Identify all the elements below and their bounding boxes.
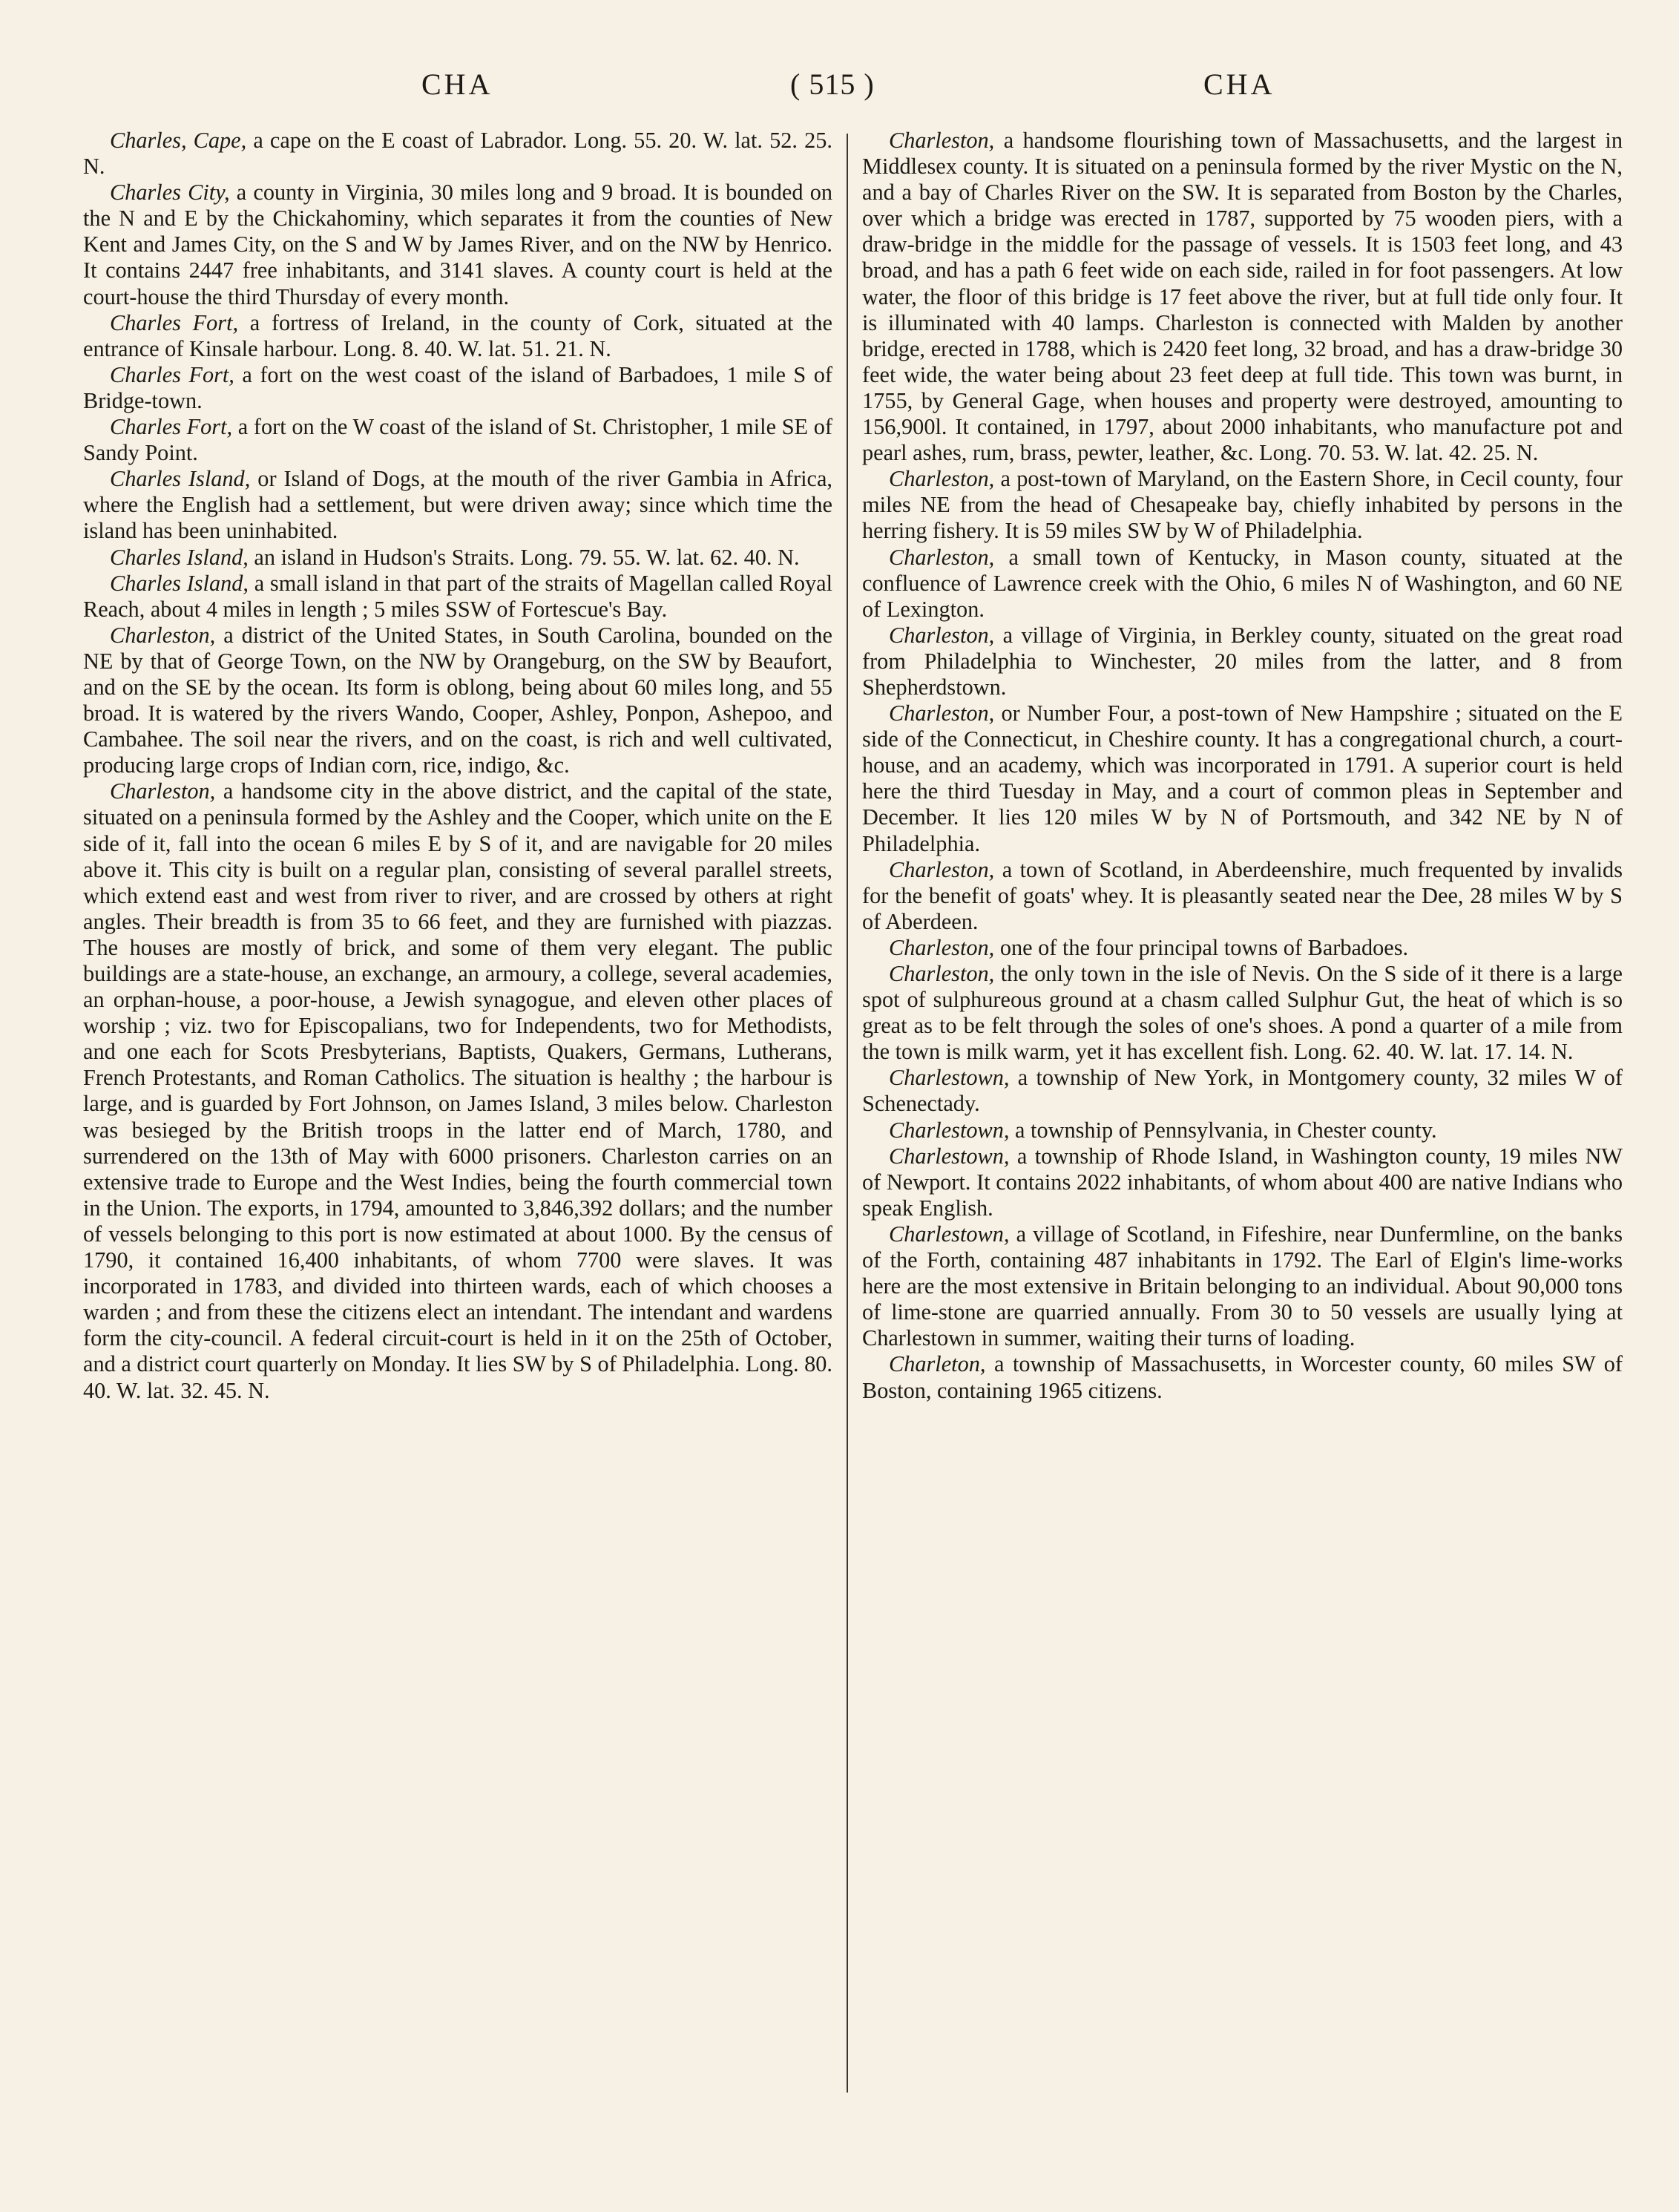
entry-headword: Charlestown,: [889, 1221, 1010, 1247]
page-header: [0, 67, 1679, 111]
entry-text: a township of Rhode Island, in Washington county, 19 miles NW of Newport. It contains 2022 inhabitants, of whom about 400 are native Indians who speak English.: [862, 1143, 1623, 1221]
entry-text: a fort on the west coast of the island of Barbadoes, 1 mile S of Bridge-town.: [83, 361, 832, 413]
page-number: ( 515 ): [790, 68, 875, 101]
entry-headword: Charleston,: [889, 544, 995, 570]
entry-text: a handsome city in the above district, and the capital of the state, situated on a peninsula formed by the Ashley and the Cooper, which unite on the E side of it, fall into the ocean 6 miles E by S of it, and are navigable for 20 miles above it. This city is built on a regular plan, consisting of several parallel streets, which extend east and west from river to river, and are crossed by others at right angles. Their breadth is from 35 to 66 feet, and they are furnished with piazzas. The houses are mostly of brick, and some of them very elegant. The public buildings are a state-house, an exchange, an armoury, a college, several academies, an orphan-house, a poor-house, a Jewish synagogue, and eleven other places of worship ; viz. two for Episcopalians, two for Independents, two for Methodists, and one each for Scots Presbyterians, Baptists, Quakers, Germans, Lutherans, French Protestants, and Roman Catholics. The situation is healthy ; the harbour is large, and is guarded by Fort Johnson, on James Island, 3 miles below. Charleston was besieged by the British troops in the latter end of March, 1780, and surrendered on the 13th of May with 6000 prisoners. Charleston carries on an extensive trade to Europe and the West Indies, being the fourth commercial town in the Union. The exports, in 1794, amounted to 3,846,392 dollars; and the number of vessels belonging to this port is now estimated at about 1000. By the census of 1790, it contained 16,400 inhabitants, of whom 7700 were slaves. It was incorporated in 1783, and divided into thirteen wards, each of which chooses a warden ; and from these the citizens elect an intendant. The intendant and wardens form the city-council. A federal circuit-court is held in it on the 25th of October, and a district court quarterly on Monday. It lies SW by S of Philadelphia. Long. 80. 40. W. lat. 32. 45. N.: [83, 778, 832, 1403]
entry-text: a post-town of Maryland, on the Eastern Shore, in Cecil county, four miles NE from the head of Chesapeake bay, chiefly inhabited by persons in the herring fishery. It is 59 miles SW by W of Philadelphia.: [862, 466, 1623, 544]
gazetteer-entry: [862, 545, 1623, 623]
entry-headword: Charles Island,: [110, 466, 251, 492]
entry-headword: Charleston,: [889, 856, 995, 882]
gazetteer-entry: [83, 362, 832, 414]
entry-headword: Charles City,: [110, 180, 230, 206]
entry-text: or Island of Dogs, at the mouth of the river Gambia in Africa, where the English had a settlement, but were driven away; since which time the island has been uninhabited.: [83, 466, 832, 544]
gazetteer-entry: [862, 128, 1623, 466]
running-head-right: CHA: [1203, 68, 1275, 101]
entry-headword: Charles Island,: [110, 570, 249, 596]
entry-headword: Charlestown,: [889, 1117, 1010, 1143]
entry-text: one of the four principal towns of Barbadoes.: [994, 934, 1409, 960]
entry-text: a fortress of Ireland, in the county of Cork, situated at the entrance of Kinsale harbour. Long. 8. 40. W. lat. 51. 21. N.: [83, 309, 832, 361]
entry-text: a town of Scotland, in Aberdeenshire, much frequented by invalids for the benefit of goats' whey. It is pleasantly seated near the Dee, 28 miles W by S of Aberdeen.: [862, 856, 1623, 934]
gazetteer-entry: [83, 545, 832, 571]
gazetteer-entry: [862, 700, 1623, 857]
entry-text: the only town in the isle of Nevis. On the S side of it there is a large spot of sulphureous ground at a chasm called Sulphur Gut, the heat of which is so great as to be felt through the soles of one's shoes. A pond a quarter of a mile from the town is milk warm, yet it has excellent fish. Long. 62. 40. W. lat. 17. 14. N.: [862, 961, 1623, 1065]
entry-headword: Charles Fort,: [110, 414, 233, 440]
entry-headword: Charlestown,: [889, 1065, 1010, 1091]
gazetteer-entry: [862, 935, 1623, 961]
entry-text: a county in Virginia, 30 miles long and 9 broad. It is bounded on the N and E by the Chickahominy, which separates it from the counties of New Kent and James City, on the S and W by James River, and on the NW by Henrico. It contains 2447 free inhabitants, and 3141 slaves. A county court is held at the court-house the third Thursday of every month.: [83, 180, 832, 309]
gazetteer-entry: [862, 1221, 1623, 1351]
entry-text: a small town of Kentucky, in Mason county, situated at the confluence of Lawrence creek with the Ohio, 6 miles N of Washington, and 60 NE of Lexington.: [862, 544, 1623, 622]
entry-text: a small island in that part of the straits of Magellan called Royal Reach, about 4 miles in length ; 5 miles SSW of Fortescue's Bay.: [83, 570, 832, 622]
gazetteer-entry: [83, 571, 832, 623]
entry-headword: Charleton,: [889, 1351, 986, 1377]
entry-text: a township of Pennsylvania, in Chester county.: [1009, 1117, 1437, 1143]
gazetteer-entry: [83, 466, 832, 544]
entry-text: an island in Hudson's Straits. Long. 79. 55. W. lat. 62. 40. N.: [248, 544, 800, 570]
entry-text: a village of Scotland, in Fifeshire, near Dunfermline, on the banks of the Forth, containing 487 inhabitants in 1792. The Earl of Elgin's lime-works here are the most extensive in Britain belonging to an individual. About 90,000 tons of lime-stone are quarried annually. From 30 to 50 vessels are usually lying at Charlestown in summer, waiting their turns of loading.: [862, 1221, 1623, 1351]
gazetteer-entry: [83, 623, 832, 779]
running-head-left: CHA: [421, 68, 493, 101]
gazetteer-entry: [862, 1351, 1623, 1403]
entry-text: a handsome flourishing town of Massachusetts, and the largest in Middlesex county. It is situated on a peninsula formed by the river Mystic on the N, and a bay of Charles River on the SW. It is separated from Boston by the Charles, over which a bridge was erected in 1787, supported by 75 wooden piers, with a draw-bridge in the middle for the passage of vessels. It is 1503 feet long, and 43 broad, and has a path 6 feet wide on each side, railed in for foot passengers. At low water, the floor of this bridge is 17 feet above the river, but at full tide only four. It is illuminated with 40 lamps. Charleston is connected with Malden by another bridge, erected in 1788, which is 2420 feet long, 32 broad, and has a draw-bridge 30 feet wide, the water being about 23 feet deep at full tide. This town was burnt, in 1755, by General Gage, when houses and property were destroyed, amounting to 156,900l. It contained, in 1797, about 2000 inhabitants, who manufacture pot and pearl ashes, rum, brass, pewter, leather, &c. Long. 70. 53. W. lat. 42. 25. N.: [862, 128, 1623, 466]
entry-text: a cape on the E coast of Labrador. Long. 55. 20. W. lat. 52. 25. N.: [83, 128, 832, 180]
gazetteer-entry: [862, 466, 1623, 544]
entry-headword: Charleston,: [889, 934, 995, 960]
entry-headword: Charlestown,: [889, 1143, 1010, 1169]
gazetteer-entry: [83, 128, 832, 180]
entry-text: a township of New York, in Montgomery county, 32 miles W of Schenectady.: [862, 1065, 1623, 1117]
entry-headword: Charleston,: [110, 778, 216, 804]
entry-text: a district of the United States, in South Carolina, bounded on the NE by that of George Town, on the NW by Orangeburg, on the SW by Beaufort, and on the SE by the ocean. Its form is oblong, being about 60 miles long, and 55 broad. It is watered by the rivers Wando, Cooper, Ashley, Ponpon, Ashepoo, and Cambahee. The soil near the rivers, and on the coast, is rich and well cultivated, producing large crops of Indian corn, rice, indigo, &c.: [83, 622, 832, 778]
entry-text: a fort on the W coast of the island of St. Christopher, 1 mile SE of Sandy Point.: [83, 414, 832, 466]
gazetteer-entry: [862, 1118, 1623, 1143]
entry-headword: Charles, Cape,: [110, 128, 247, 153]
entry-headword: Charles Island,: [110, 544, 249, 570]
entry-headword: Charles Fort,: [110, 361, 234, 387]
gazetteer-entry: [862, 623, 1623, 700]
left-column: [83, 128, 832, 1404]
gazetteer-entry: [83, 414, 832, 466]
entry-headword: Charles Fort,: [110, 309, 239, 335]
entry-headword: Charleston,: [889, 961, 995, 986]
gazetteer-entry: [83, 778, 832, 1403]
gazetteer-entry: [862, 1065, 1623, 1117]
column-divider: [847, 134, 848, 2093]
entry-headword: Charleston,: [889, 622, 995, 648]
gazetteer-entry: [83, 180, 832, 309]
entry-text: a township of Massachusetts, in Worcester county, 60 miles SW of Boston, containing 1965 citizens.: [862, 1351, 1623, 1403]
entry-headword: Charleston,: [110, 622, 216, 648]
entry-headword: Charleston,: [889, 466, 995, 492]
entry-headword: Charleston,: [889, 128, 995, 153]
entry-text: or Number Four, a post-town of New Hampshire ; situated on the E side of the Connecticut, in Cheshire county. It has a congregational church, a court-house, and an academy, which was incorporated in 1791. A superior court is held here the third Tuesday in May, and a court of common pleas in September and December. It lies 120 miles W by N of Portsmouth, and 342 NE by N of Philadelphia.: [862, 700, 1623, 856]
right-column: [862, 128, 1623, 1404]
entry-text: a village of Virginia, in Berkley county, situated on the great road from Philadelphia to Winchester, 20 miles from the latter, and 8 from Shepherdstown.: [862, 622, 1623, 700]
gazetteer-entry: [862, 857, 1623, 935]
entry-headword: Charleston,: [889, 700, 995, 726]
gazetteer-entry: [862, 1143, 1623, 1221]
gazetteer-entry: [83, 310, 832, 362]
gazetteer-entry: [862, 961, 1623, 1065]
